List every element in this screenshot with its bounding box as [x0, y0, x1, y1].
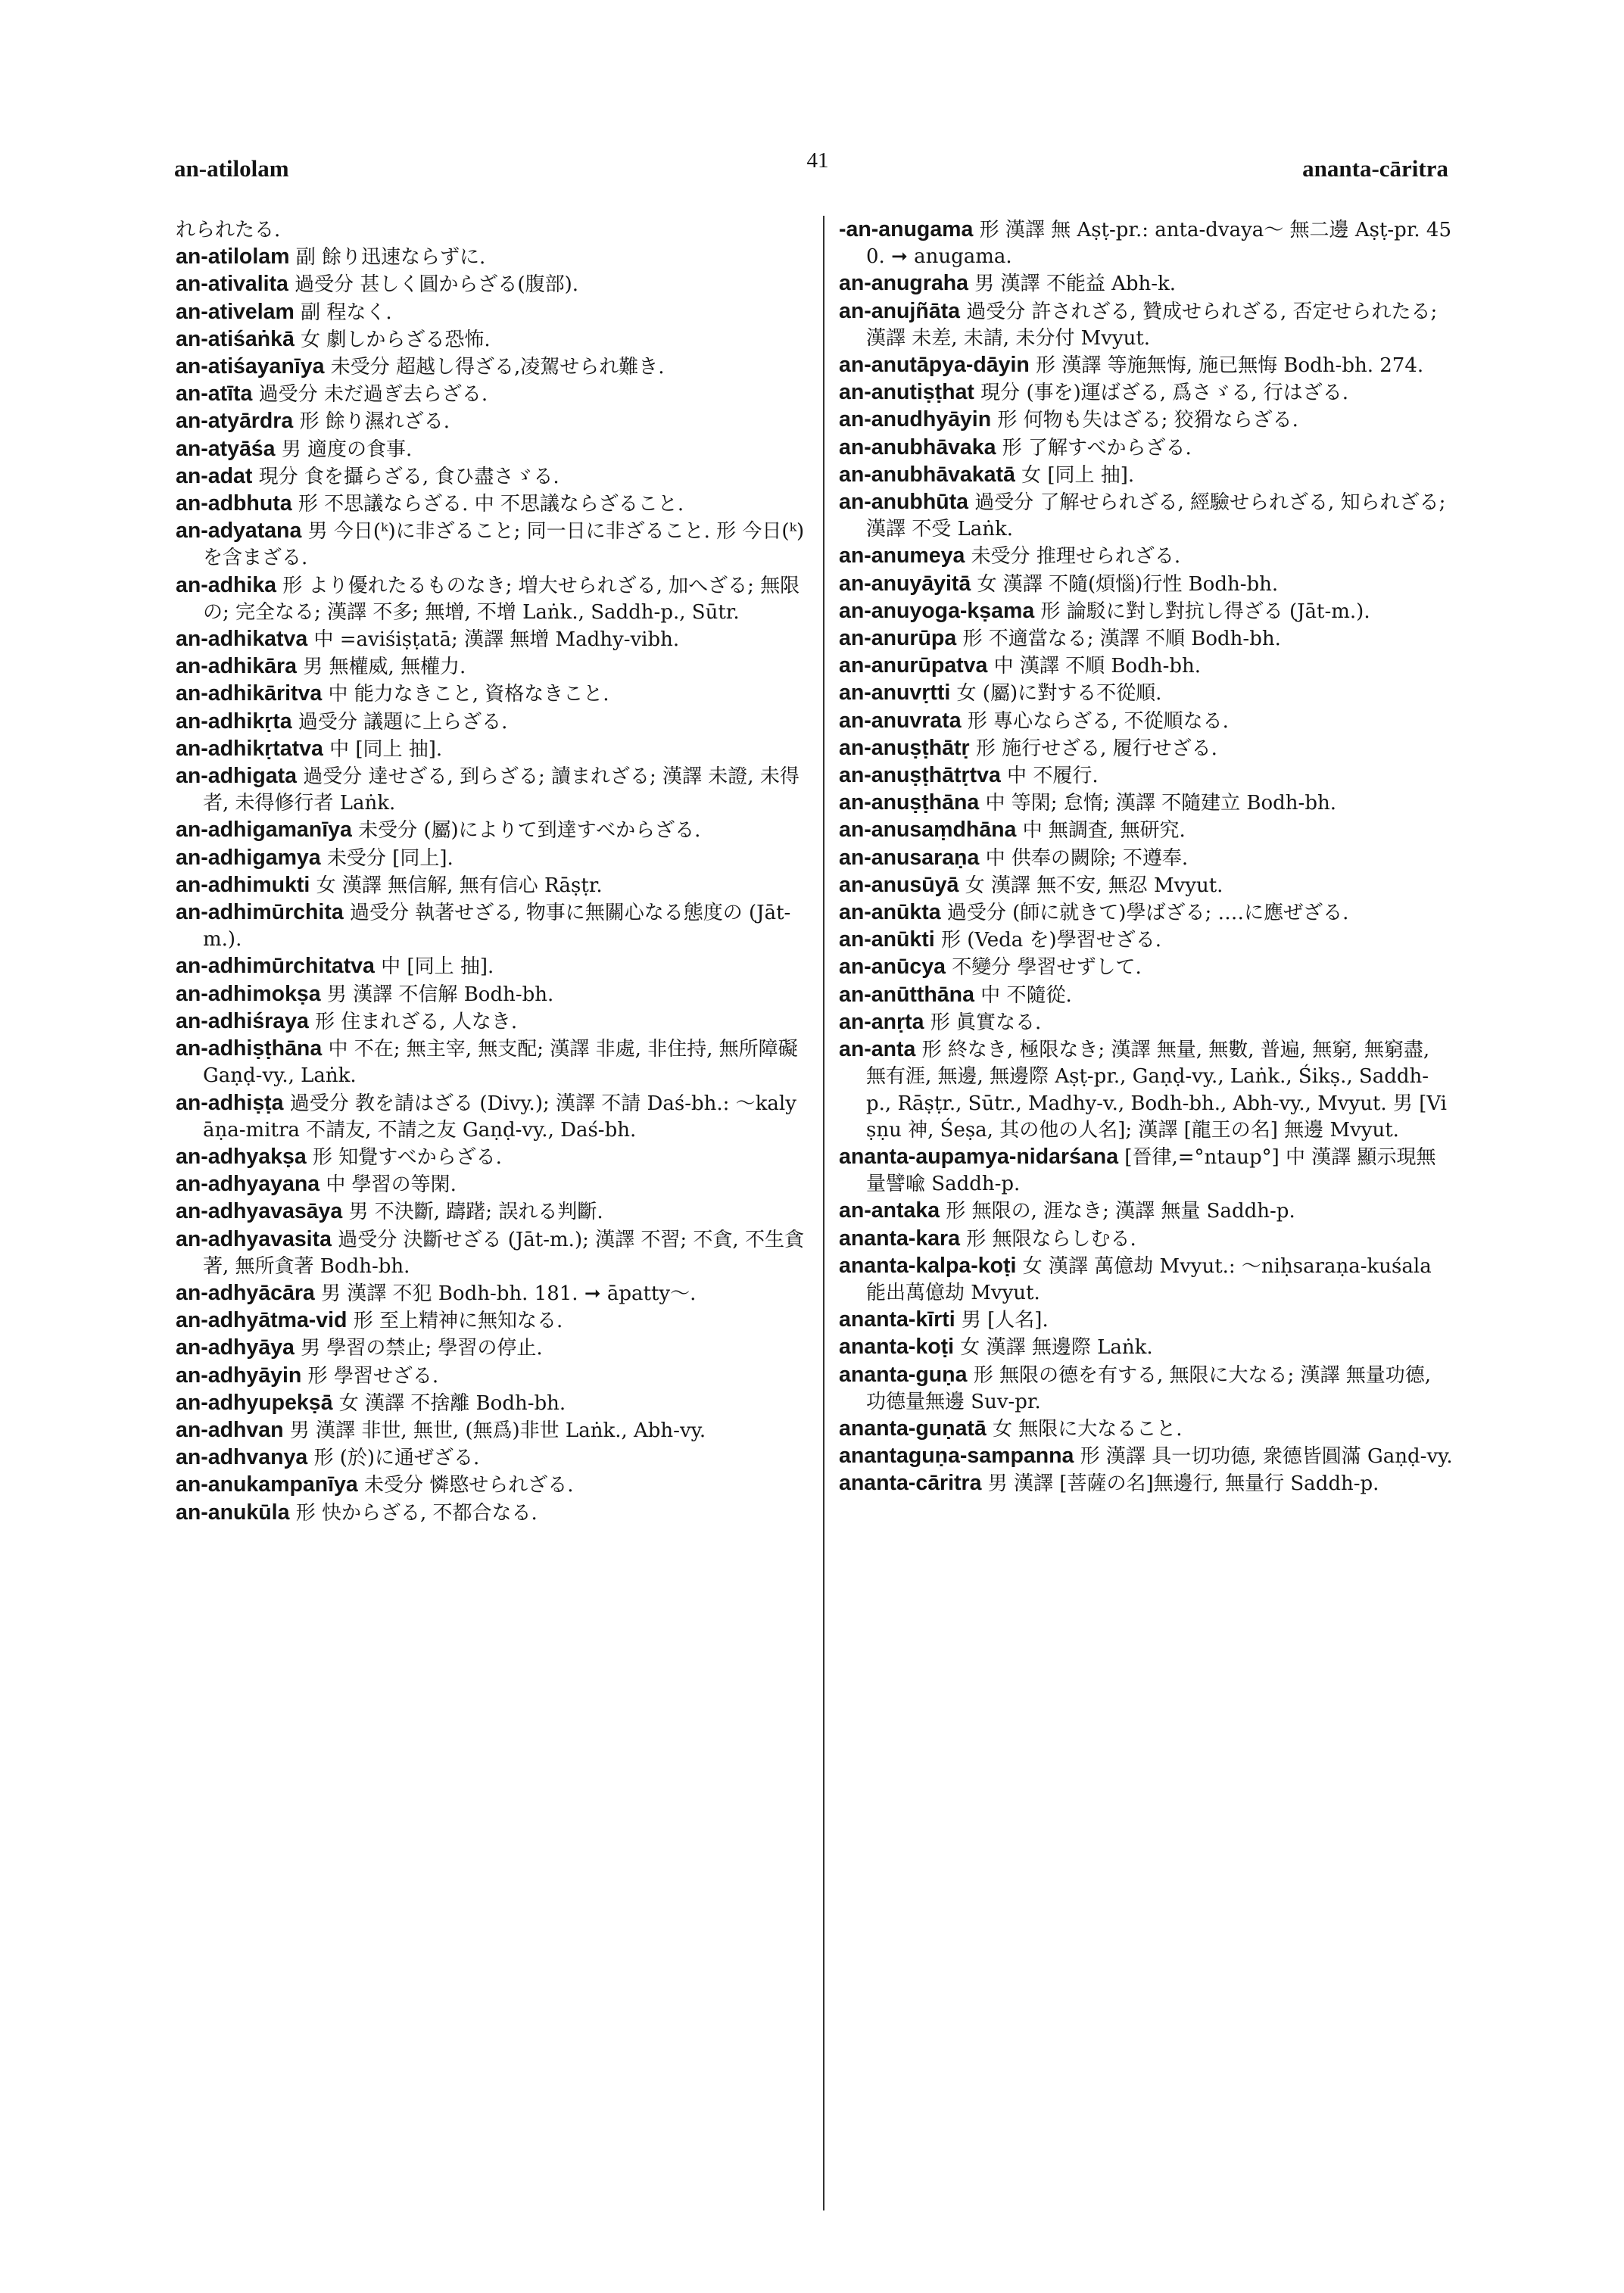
dictionary-entry: [839, 735, 1454, 762]
entry-headword: an-anugraha: [839, 271, 969, 296]
entry-definition: 中 能力なきこと, 資格なきこと.: [322, 683, 609, 706]
entry-definition: 過受分 達せざる, 到らざる; 讀まれざる; 漢譯 未證, 未得者, 未得修行者 Laṅk.: [203, 765, 800, 815]
entry-definition: 未受分 超越し得ざる,凌駕せられ難き.: [324, 356, 665, 379]
entry-headword: an-anubhūta: [839, 490, 968, 515]
entry-definition: 男 [人名].: [955, 1309, 1049, 1332]
entry-headword: anantaguṇa-sampanna: [839, 1444, 1074, 1469]
dictionary-entry: [176, 1390, 808, 1417]
entry-definition: 形 不思議ならざる. 中 不思議ならざること.: [291, 493, 684, 516]
entry-headword: an-adhimūrchita: [176, 900, 344, 925]
dictionary-entry: [176, 736, 808, 763]
dictionary-entry: [839, 625, 1454, 653]
entry-definition: 不變分 學習せずして.: [945, 956, 1142, 980]
dictionary-entry: [839, 1362, 1454, 1416]
entry-definition: 形 專心ならざる, 不從順なる.: [961, 709, 1229, 733]
dictionary-entry: [839, 298, 1454, 352]
entry-headword: an-adbhuta: [176, 491, 292, 516]
entry-headword: an-adhyācāra: [176, 1280, 315, 1305]
dictionary-entry: [176, 953, 808, 980]
entry-definition: 副 餘り迅速ならずに.: [289, 246, 486, 269]
entry-definition: 形 より優れたるものなき; 増大せられざる, 加へざる; 無限の; 完全なる; 漢譯 不多; 無增, 不增 Laṅk., Saddh-p., Sūtr.: [203, 574, 800, 624]
dictionary-entry: [839, 598, 1454, 625]
entry-definition: 形 知覺すべからざる.: [306, 1145, 502, 1169]
entry-definition: 過受分 (師に就きて)學ばざる; ‥‥に應ぜざる.: [940, 902, 1349, 925]
entry-headword: an-adhigata: [176, 764, 297, 789]
entry-definition: 中 不隨從.: [974, 983, 1072, 1007]
entry-headword: an-adhiṣṭa: [176, 1090, 284, 1115]
entry-headword: an-adyatana: [176, 519, 302, 544]
entry-headword: an-adhikṛtatva: [176, 736, 323, 761]
entry-definition: 形 眞實なる.: [924, 1011, 1042, 1034]
entry-headword: an-anta: [839, 1037, 916, 1062]
entry-headword: an-anuṣṭhātṛ: [839, 735, 970, 760]
dictionary-entry: [176, 1500, 808, 1527]
dictionary-entry: [176, 1280, 808, 1307]
entry-headword: ananta-guṇatā: [839, 1416, 987, 1441]
dictionary-entry: [839, 1036, 1454, 1144]
entry-headword: ananta-kara: [839, 1226, 960, 1251]
entry-headword: -an-anugama: [839, 217, 974, 241]
entry-definition: 男 無權威, 無權力.: [296, 656, 466, 679]
entry-headword: an-anukampanīya: [176, 1472, 358, 1497]
running-head-left: an-atilolam: [174, 155, 289, 182]
dictionary-entry: [839, 571, 1454, 598]
entry-headword: an-atiśaṅkā: [176, 326, 295, 351]
dictionary-entry: [176, 1335, 808, 1362]
dictionary-entry: [176, 491, 808, 518]
entry-headword: ananta-koṭi: [839, 1335, 955, 1360]
entry-definition: 女 [同上 抽].: [1015, 463, 1135, 487]
entry-headword: an-atīta: [176, 382, 253, 407]
entry-headword: an-anūkti: [839, 927, 935, 952]
dictionary-entry: [176, 463, 808, 491]
entry-headword: an-adhyāyin: [176, 1363, 302, 1388]
entry-headword: an-anūkta: [839, 900, 941, 925]
entry-headword: an-anukūla: [176, 1500, 290, 1525]
entry-definition: 女 漢譯 無信解, 無有信心 Rāṣṭr.: [310, 874, 603, 897]
right-column: [839, 217, 1454, 1498]
entry-headword: an-anurūpa: [839, 626, 957, 651]
dictionary-entry: [839, 1009, 1454, 1036]
entry-headword: an-anuṣṭhātṛtva: [839, 763, 1001, 788]
dictionary-entry: [176, 326, 808, 354]
entry-definition: 中 =aviśiṣṭatā; 漢譯 無增 Madhy-vibh.: [307, 628, 680, 652]
dictionary-entry: [839, 845, 1454, 872]
entry-definition: 形 漢譯 無 Aṣṭ-pr.: anta-dvaya～ 無二邊 Aṣṭ-pr. 450. ➞ anugama.: [866, 219, 1452, 269]
dictionary-entry: [839, 1198, 1454, 1225]
entry-definition: 中 不履行.: [1000, 765, 1099, 788]
dictionary-entry: [176, 1307, 808, 1335]
entry-headword: an-adhikatva: [176, 627, 308, 652]
dictionary-entry: [839, 872, 1454, 899]
entry-definition: 男 漢譯 不信解 Bodh-bh.: [320, 983, 554, 1006]
entry-definition: 男 漢譯 不能益 Abh-k.: [968, 273, 1177, 296]
entry-definition: 女 (屬)に對する不從順.: [950, 682, 1162, 706]
dictionary-entry: [176, 1444, 808, 1472]
entry-headword: an-adhyāya: [176, 1335, 295, 1360]
entry-headword: an-anusūyā: [839, 872, 959, 897]
dictionary-entry: [176, 436, 808, 463]
entry-headword: an-anṛta: [839, 1009, 924, 1034]
dictionary-entry: [176, 299, 808, 326]
dictionary-entry: [839, 270, 1454, 298]
dictionary-entry: [176, 899, 808, 953]
entry-definition: 形 論駁に對し對抗し得ざる (Jāt-m.).: [1034, 600, 1370, 623]
entry-headword: ananta-kalpa-koṭi: [839, 1253, 1017, 1278]
entry-headword: an-ativelam: [176, 299, 295, 324]
entry-definition: 形 住まれざる, 人なき.: [308, 1010, 518, 1033]
entry-definition: 過受分 甚しく圓からざる(腹部).: [288, 273, 578, 297]
dictionary-entry: [176, 518, 808, 572]
dictionary-entry: [839, 653, 1454, 680]
entry-definition: 形 了解すべからざる.: [996, 436, 1192, 460]
entry-headword: an-anubhāvakatā: [839, 462, 1015, 487]
dictionary-entry: [839, 1334, 1454, 1361]
dictionary-entry: [839, 1307, 1454, 1334]
entry-headword: an-anūcya: [839, 955, 946, 980]
entry-definition: 形 學習せざる.: [301, 1364, 439, 1388]
entry-headword: an-anutāpya-dāyin: [839, 353, 1030, 378]
dictionary-entry: [839, 790, 1454, 817]
entry-headword: an-anūtthāna: [839, 982, 974, 1007]
entry-definition: 形 至上精神に無知なる.: [347, 1310, 563, 1333]
dictionary-entry: [839, 435, 1454, 462]
entry-definition: 未受分 推理せられざる.: [965, 545, 1181, 569]
dictionary-entry: [176, 845, 808, 872]
entry-headword: an-atyāśa: [176, 436, 276, 461]
entry-definition: 形 不適當なる; 漢譯 不順 Bodh-bh.: [956, 628, 1281, 651]
entry-headword: ananta-aupamya-nidarśana: [839, 1144, 1119, 1169]
entry-definition: 形 無限の德を有する, 無限に大なる; 漢譯 無量功德, 功德量無邊 Suv-pr.: [866, 1363, 1432, 1413]
dictionary-entry: [839, 762, 1454, 790]
entry-definition: 中 [同上 抽].: [374, 955, 494, 979]
dictionary-entry: [176, 981, 808, 1008]
entry-headword: ananta-kīrti: [839, 1307, 955, 1332]
entry-headword: an-anusaṃdhāna: [839, 818, 1017, 843]
entry-headword: an-adhvanya: [176, 1445, 308, 1470]
dictionary-entry: [839, 817, 1454, 844]
dictionary-entry: [839, 1253, 1454, 1307]
entry-definition: 中 等閑; 怠惰; 漢譯 不隨建立 Bodh-bh.: [979, 792, 1336, 815]
entry-definition: 形 無限の, 涯なき; 漢譯 無量 Saddh-p.: [940, 1200, 1295, 1223]
dictionary-entry: [176, 1090, 808, 1144]
dictionary-entry: [176, 1171, 808, 1198]
entry-headword: an-antaka: [839, 1198, 940, 1223]
dictionary-entry: [839, 899, 1454, 927]
dictionary-entry: [839, 543, 1454, 570]
dictionary-entry: [176, 1363, 808, 1390]
entry-definition: 男 漢譯 非世, 無世, (無爲)非世 Laṅk., Abh-vy.: [283, 1419, 706, 1442]
entry-headword: an-adhyakṣa: [176, 1144, 307, 1169]
entry-headword: an-atiśayanīya: [176, 354, 325, 379]
entry-definition: 中 漢譯 不順 Bodh-bh.: [987, 655, 1202, 678]
dictionary-entry: [839, 708, 1454, 735]
dictionary-entry: [176, 626, 808, 653]
dictionary-entry: [839, 1470, 1454, 1497]
dictionary-entry: [176, 217, 808, 244]
entry-headword: ananta-guṇa: [839, 1362, 968, 1387]
entry-headword: an-anuvrata: [839, 708, 962, 733]
left-column: [176, 217, 808, 1527]
entry-definition: 女 漢譯 無不安, 無忍 Mvyut.: [959, 874, 1223, 897]
page-number: 41: [806, 148, 829, 173]
entry-definition: 過受分 執著せざる, 物事に無關心なる態度の (Jāt-m.).: [203, 902, 791, 952]
entry-definition: 男 學習の禁止; 學習の停止.: [294, 1337, 543, 1360]
dictionary-entry: [839, 379, 1454, 407]
entry-definition: 女 劇しからざる恐怖.: [294, 328, 491, 351]
entry-headword: an-adhikāritva: [176, 681, 323, 706]
entry-definition: 形 (於)に通ぜざる.: [307, 1447, 480, 1470]
dictionary-entry: [176, 271, 808, 298]
entry-definition: 女 漢譯 萬億劫 Mvyut.: ～niḥsaraṇa-kuśala 能出萬億劫 Mvyut.: [866, 1254, 1432, 1304]
entry-headword: an-anuyoga-kṣama: [839, 598, 1035, 623]
entry-definition: 中 學習の等閑.: [320, 1173, 457, 1197]
dictionary-entry: [839, 982, 1454, 1009]
entry-headword: an-ativalita: [176, 272, 288, 297]
entry-headword: an-anurūpatva: [839, 653, 988, 678]
entry-headword: ananta-cāritra: [839, 1471, 982, 1496]
entry-headword: an-adhigamya: [176, 845, 321, 870]
dictionary-entry: [839, 1144, 1454, 1198]
entry-headword: an-adhyayana: [176, 1172, 320, 1197]
dictionary-entry: [176, 817, 808, 844]
dictionary-entry: [176, 354, 808, 381]
entry-headword: an-anuvṛtti: [839, 681, 951, 706]
entry-headword: an-adhimokṣa: [176, 981, 321, 1006]
entry-headword: an-adhiṣṭhāna: [176, 1036, 323, 1061]
entry-definition: 過受分 決斷せざる (Jāt-m.); 漢譯 不習; 不貪, 不生貪著, 無所貪著 Bodh-bh.: [203, 1228, 804, 1278]
entry-definition: 女 漢譯 不捨離 Bodh-bh.: [332, 1391, 566, 1415]
entry-definition: 女 漢譯 不隨(煩惱)行性 Bodh-bh.: [971, 572, 1279, 596]
dictionary-entry: [176, 572, 808, 626]
dictionary-entry: [176, 681, 808, 708]
entry-headword: an-adhimukti: [176, 872, 310, 897]
column-divider: [823, 216, 824, 2210]
dictionary-entry: [839, 1416, 1454, 1443]
dictionary-entry: [176, 653, 808, 681]
dictionary-entry: [176, 1144, 808, 1171]
entry-headword: an-adhigamanīya: [176, 818, 352, 843]
entry-headword: an-anuṣṭhāna: [839, 790, 980, 815]
dictionary-entry: [176, 1008, 808, 1036]
entry-headword: an-adhvan: [176, 1417, 284, 1442]
entry-definition: 過受分 未だ過ぎ去らざる.: [252, 383, 488, 407]
entry-headword: an-adhikṛta: [176, 709, 292, 734]
entry-definition: 未受分 憐愍せられざる.: [357, 1474, 574, 1497]
entry-definition: 形 餘り濕れざる.: [293, 410, 450, 434]
entry-definition: 未受分 (屬)によりて到達すべからざる.: [351, 819, 701, 843]
dictionary-entry: [176, 1472, 808, 1499]
dictionary-entry: [176, 408, 808, 435]
dictionary-entry: [176, 1198, 808, 1226]
entry-headword: an-adhyātma-vid: [176, 1308, 348, 1333]
entry-definition: 形 快からざる, 不都合なる.: [289, 1501, 538, 1525]
entry-definition: 形 何物も失はざる; 狡猾ならざる.: [991, 409, 1298, 432]
entry-headword: an-adhika: [176, 572, 277, 597]
dictionary-entry: [176, 1226, 808, 1280]
entry-definition: 男 漢譯 不犯 Bodh-bh. 181. ➞ āpatty～.: [314, 1282, 697, 1305]
entry-headword: an-adhyavasāya: [176, 1199, 343, 1224]
dictionary-entry: [839, 1443, 1454, 1470]
dictionary-entry: [839, 1226, 1454, 1253]
entry-headword: an-anujñāta: [839, 298, 960, 323]
entry-definition: れられたる.: [176, 219, 281, 241]
entry-definition: 男 適度の食事.: [275, 438, 413, 461]
entry-definition: 中 [同上 抽].: [323, 737, 443, 761]
entry-headword: an-adhiśraya: [176, 1008, 309, 1033]
dictionary-entry: [176, 709, 808, 736]
entry-definition: 男 不決斷, 躊躇; 誤れる判斷.: [342, 1201, 603, 1224]
dictionary-entry: [839, 462, 1454, 489]
dictionary-entry: [176, 763, 808, 817]
entry-definition: 男 漢譯 [菩薩の名]無邊行, 無量行 Saddh-p.: [981, 1472, 1379, 1496]
entry-definition: 形 漢譯 具一切功德, 衆德皆圓滿 Gaṇḍ-vy.: [1074, 1445, 1453, 1469]
entry-headword: an-adhimūrchitatva: [176, 954, 375, 979]
dictionary-entry: [176, 1036, 808, 1089]
entry-definition: 女 無限に大なること.: [986, 1417, 1183, 1441]
entry-definition: 現分 食を攝らざる, 食ひ盡さゞる.: [252, 465, 560, 488]
dictionary-entry: [839, 352, 1454, 379]
entry-headword: an-anudhyāyin: [839, 407, 992, 432]
dictionary-entry: [839, 217, 1454, 270]
entry-definition: 女 漢譯 無邊際 Laṅk.: [954, 1336, 1153, 1360]
entry-definition: 形 無限ならしむる.: [960, 1227, 1136, 1251]
entry-definition: [晉律,=°ntaup°] 中 漢譯 顯示現無量譬喩 Saddh-p.: [866, 1145, 1436, 1196]
entry-headword: an-anusaraṇa: [839, 845, 980, 870]
entry-headword: an-anumeya: [839, 544, 965, 569]
entry-headword: an-anutiṣṭhat: [839, 380, 974, 405]
dictionary-entry: [839, 489, 1454, 543]
entry-definition: 中 供奉の闕除; 不遵奉.: [979, 846, 1189, 870]
dictionary-entry: [839, 680, 1454, 707]
entry-headword: an-adat: [176, 463, 253, 488]
entry-headword: an-anuyāyitā: [839, 571, 971, 596]
dictionary-entry: [176, 244, 808, 271]
entry-definition: 副 程なく.: [294, 301, 392, 324]
running-head-right: ananta-cāritra: [1302, 155, 1448, 182]
dictionary-entry: [176, 872, 808, 899]
dictionary-entry: [176, 381, 808, 408]
entry-headword: an-atilolam: [176, 245, 290, 269]
dictionary-entry: [176, 1417, 808, 1444]
entry-headword: an-adhyupekṣā: [176, 1390, 333, 1415]
entry-definition: 過受分 議題に上らざる.: [291, 710, 508, 734]
entry-definition: 形 終なき, 極限なき; 漢譯 無量, 無數, 普遍, 無窮, 無窮盡, 無有涯, 無邊, 無邊際 Aṣṭ-pr., Gaṇḍ-vy., Laṅk., Śikṣ., Saddh-p., Rāṣṭr., Sūtr., Madhy-v., Bodh-bh., Abh-vy., Mvyut. 男 [Viṣṇu 神, Śeṣa, 其の他の人名]; 漢譯 [龍王の名] 無邊 Mvyut.: [866, 1039, 1447, 1142]
entry-headword: an-anubhāvaka: [839, 435, 996, 460]
entry-definition: 形 漢譯 等施無悔, 施已無悔 Bodh-bh. 274.: [1029, 354, 1424, 378]
entry-definition: 現分 (事を)運ばざる, 爲さゞる, 行はざる.: [974, 382, 1349, 405]
entry-definition: 未受分 [同上].: [320, 846, 454, 870]
dictionary-entry: [839, 954, 1454, 981]
entry-definition: 男 今日(ᵏ)に非ざること; 同一日に非ざること. 形 今日(ᵏ)を含まざる.: [203, 520, 805, 570]
entry-headword: an-atyārdra: [176, 409, 294, 434]
entry-definition: 過受分 了解せられざる, 經驗せられざる, 知られざる; 漢譯 不受 Laṅk.: [866, 491, 1446, 541]
entry-headword: an-adhyavasita: [176, 1226, 332, 1251]
dictionary-entry: [839, 927, 1454, 954]
entry-definition: 過受分 許されざる, 贊成せられざる, 否定せられたる; 漢譯 未差, 未請, 未分付 Mvyut.: [866, 300, 1438, 350]
entry-definition: 形 施行せざる, 履行せざる.: [969, 737, 1217, 760]
entry-headword: an-adhikāra: [176, 654, 297, 679]
entry-definition: 形 (Veda を)學習せざる.: [934, 929, 1161, 952]
entry-definition: 中 不在; 無主宰, 無支配; 漢譯 非處, 非住持, 無所障礙 Gaṇḍ-vy., Laṅk.: [203, 1038, 798, 1088]
entry-definition: 中 無調査, 無研究.: [1016, 819, 1186, 843]
dictionary-entry: [839, 407, 1454, 434]
entry-definition: 過受分 教を請はざる (Divy.); 漢譯 不請 Daś-bh.: ～kalyāṇa-mitra 不請友, 不請之友 Gaṇḍ-vy., Daś-bh.: [203, 1092, 796, 1142]
